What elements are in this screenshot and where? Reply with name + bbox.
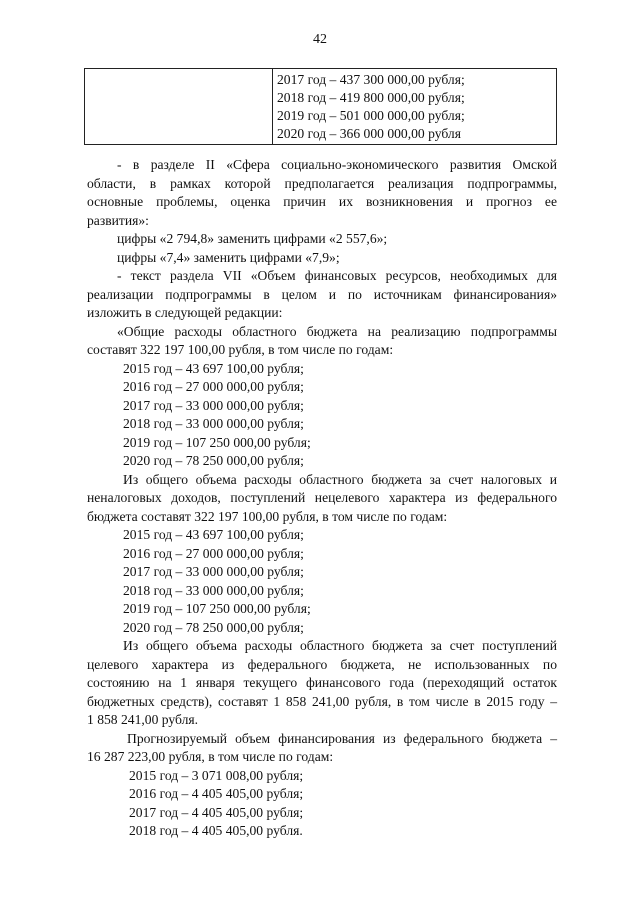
list-item: 2017 год – 33 000 000,00 рубля; xyxy=(123,397,304,413)
text-line: бюджета составят 322 197 100,00 рубля, в том числе по годам: xyxy=(87,508,448,524)
list-item: 2018 год – 4 405 405,00 рубля. xyxy=(129,823,303,838)
paragraph-section-ii xyxy=(87,156,557,230)
page-number: 42 xyxy=(313,32,327,47)
text-line: «Общие расходы областного бюджета на реализацию подпрограммы xyxy=(117,323,557,339)
paragraph-replace-2: цифры «7,4» заменить цифрами «7,9»; xyxy=(117,249,340,265)
year-list-federal xyxy=(87,767,557,841)
text-line: области, в рамках которой предполагается реализация подпрограммы, xyxy=(87,175,557,191)
table-empty-cell xyxy=(85,69,273,145)
text-line: 1 858 241,00 рубля. xyxy=(87,712,199,727)
text-line: - текст раздела VII «Объем финансовых ресурсов, необходимых для xyxy=(117,268,557,283)
list-item: 2015 год – 3 071 008,00 рубля; xyxy=(129,767,304,783)
list-item: 2017 год – 33 000 000,00 рубля; xyxy=(123,564,304,579)
paragraph-section-vii xyxy=(87,267,557,323)
list-item: 2019 год – 107 250 000,00 рубля; xyxy=(123,601,311,616)
table-year-line: 2018 год – 419 800 000,00 рубля; xyxy=(277,90,465,105)
list-item: 2020 год – 78 250 000,00 рубля; xyxy=(123,619,304,635)
text-line: состоянию на 1 января текущего финансового года (переходящий остаток xyxy=(87,675,557,690)
document-body xyxy=(87,156,557,841)
text-line: бюджетных средств), составят 1 858 241,00 рубля, в том числе в 2015 году – xyxy=(87,693,557,709)
text-line: Из общего объема расходы областного бюджета за счет поступлений xyxy=(123,638,557,653)
year-list-tax xyxy=(87,526,557,637)
text-line: составят 322 197 100,00 рубля, в том числе по годам: xyxy=(87,342,394,357)
paragraph-tax-revenues xyxy=(87,471,557,527)
year-list-total xyxy=(87,360,557,471)
table-year-line: 2019 год – 501 000 000,00 рубля; xyxy=(277,108,465,123)
list-item: 2016 год – 27 000 000,00 рубля; xyxy=(123,545,304,561)
text-line: 16 287 223,00 рубля, в том числе по годам: xyxy=(87,749,334,764)
list-item: 2015 год – 43 697 100,00 рубля; xyxy=(123,527,304,542)
text-line: целевого характера из федерального бюджета, не использованных по xyxy=(87,656,557,672)
list-item: 2018 год – 33 000 000,00 рубля; xyxy=(123,416,304,431)
list-item: 2020 год – 78 250 000,00 рубля; xyxy=(123,453,304,468)
list-item: 2016 год – 4 405 405,00 рубля; xyxy=(129,786,304,801)
text-line: реализации подпрограммы в целом и по источникам финансирования» xyxy=(87,286,557,302)
list-item: 2017 год – 4 405 405,00 рубля; xyxy=(129,804,304,820)
paragraph-total-expenses xyxy=(87,323,557,360)
table-year-line: 2020 год – 366 000 000,00 рубля xyxy=(277,126,461,141)
text-line: неналоговых доходов, поступлений нецелевого характера из федерального xyxy=(87,490,557,505)
list-item: 2015 год – 43 697 100,00 рубля; xyxy=(123,360,304,376)
table-year-line: 2017 год – 437 300 000,00 рубля; xyxy=(277,72,465,87)
text-line: развития»: xyxy=(87,212,149,228)
text-line: изложить в следующей редакции: xyxy=(87,305,283,320)
list-item: 2016 год – 27 000 000,00 рубля; xyxy=(123,379,304,394)
text-line: Из общего объема расходы областного бюджета за счет налоговых и xyxy=(123,471,557,487)
text-line: основные проблемы, оценка причин их возникновения и прогноз ее xyxy=(87,194,557,209)
funding-table xyxy=(84,68,557,145)
paragraph-replace-1: цифры «2 794,8» заменить цифрами «2 557,6»; xyxy=(117,231,388,246)
paragraph-federal-forecast xyxy=(87,730,557,767)
table-years-cell xyxy=(273,69,557,145)
list-item: 2018 год – 33 000 000,00 рубля; xyxy=(123,582,304,598)
text-line: Прогнозируемый объем финансирования из федерального бюджета – xyxy=(127,730,557,746)
list-item: 2019 год – 107 250 000,00 рубля; xyxy=(123,434,311,450)
paragraph-federal-targeted xyxy=(87,637,557,730)
text-line: - в разделе II «Сфера социально-экономического развития Омской xyxy=(117,157,557,172)
